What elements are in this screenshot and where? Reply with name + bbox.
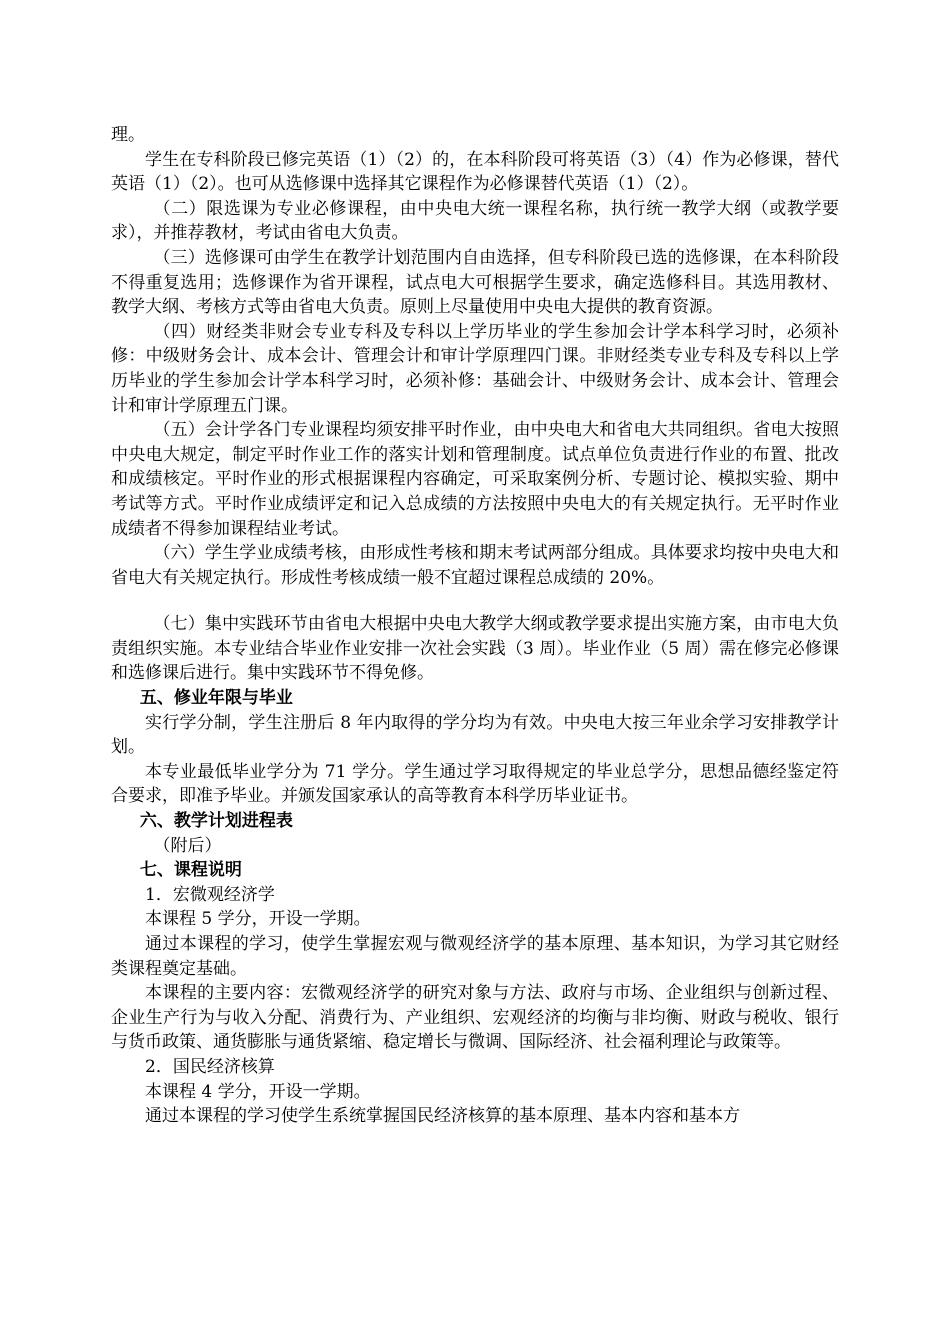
- paragraph-continuation: 理。: [111, 125, 145, 145]
- course-title-economics: 1．宏微观经济学: [145, 884, 275, 905]
- paragraph-english-substitution: 学生在专科阶段已修完英语（1）（2）的，在本科阶段可将英语（3）（4）作为必修课，替代英语（1）（2）。也可从选修课中选择其它课程作为必修课替代英语（1）（2）。: [111, 149, 839, 195]
- paragraph-supplementary-courses: （四）财经类非财会专业专科及专科以上学历毕业的学生参加会计学本科学习时，必须补修：中级财务会计、成本会计、管理会计和审计学原理四门课。非财经类专业专科及专科以上学历毕业的学生参加会计学本科学习时，必须补修：基础会计、中级财务会计、成本会计、管理会计和审计学原理五门课。: [111, 321, 839, 416]
- paragraph-restricted-electives: （二）限选课为专业必修课程，由中央电大统一课程名称，执行统一教学大纲（或教学要求），并推荐教材，考试由省电大负责。: [111, 198, 839, 244]
- paragraph-assessment: （六）学生学业成绩考核，由形成性考核和期末考试两部分组成。具体要求均按中央电大和省电大有关规定执行。形成性考核成绩一般不宜超过课程总成绩的 20%。: [111, 543, 839, 588]
- paragraph-appendix-note: （附后）: [153, 835, 222, 856]
- paragraph-practice: （七）集中实践环节由省电大根据中央电大教学大纲或教学要求提出实施方案，由市电大负责组织实施。本专业结合毕业作业安排一次社会实践（3 周）。毕业作业（5 周）需在修完必修课和选修课后进行。集中实践环节不得免修。: [111, 614, 839, 684]
- document-body: [111, 123, 839, 1129]
- section-heading-courses: 七、课程说明: [139, 860, 242, 881]
- course-goal-accounting: 通过本课程的学习使学生系统掌握国民经济核算的基本原理、基本内容和基本方: [145, 1106, 740, 1127]
- paragraph-credit-system: 实行学分制，学生注册后 8 年内取得的学分均为有效。中央电大按三年业余学习安排教学计划。: [111, 712, 839, 758]
- paragraph-min-credits: 本专业最低毕业学分为 71 学分。学生通过学习取得规定的毕业总学分，思想品德经鉴定符合要求，即准予毕业。并颁发国家承认的高等教育本科学历毕业证书。: [111, 761, 839, 807]
- course-goal-economics: 通过本课程的学习，使学生掌握宏观与微观经济学的基本原理、基本知识，为学习其它财经类课程奠定基础。: [111, 934, 839, 979]
- course-content-economics: 本课程的主要内容：宏微观经济学的研究对象与方法、政府与市场、企业组织与创新过程、企业生产行为与收入分配、消费行为、产业组织、宏观经济的均衡与非均衡、财政与税收、银行与货币政策、通货膨胀与通货紧缩、稳定增长与微调、国际经济、社会福利理论与政策等。: [111, 983, 839, 1053]
- course-title-accounting: 2．国民经济核算: [145, 1056, 275, 1077]
- course-credits-accounting: 本课程 4 学分，开设一学期。: [145, 1081, 371, 1102]
- paragraph-homework: （五）会计学各门专业课程均须安排平时作业，由中央电大和省电大共同组织。省电大按照中央电大规定，制定平时作业工作的落实计划和管理制度。试点单位负责进行作业的布置、批改和成绩核定。平时作业的形式根据课程内容确定，可采取案例分析、专题讨论、模拟实验、期中考试等方式。平时作业成绩评定和记入总成绩的方法按照中央电大的有关规定执行。无平时作业成绩者不得参加课程结业考试。: [111, 420, 839, 539]
- paragraph-electives: （三）选修课可由学生在教学计划范围内自由选择，但专科阶段已选的选修课，在本科阶段不得重复选用；选修课作为省开课程，试点电大可根据学生要求，确定选修科目。其选用教材、教学大纲、考核方式等由省电大负责。原则上尽量使用中央电大提供的教育资源。: [111, 247, 839, 318]
- section-heading-schedule: 六、教学计划进程表: [139, 811, 293, 832]
- course-credits-economics: 本课程 5 学分，开设一学期。: [145, 909, 371, 930]
- section-heading-graduation: 五、修业年限与毕业: [139, 688, 293, 709]
